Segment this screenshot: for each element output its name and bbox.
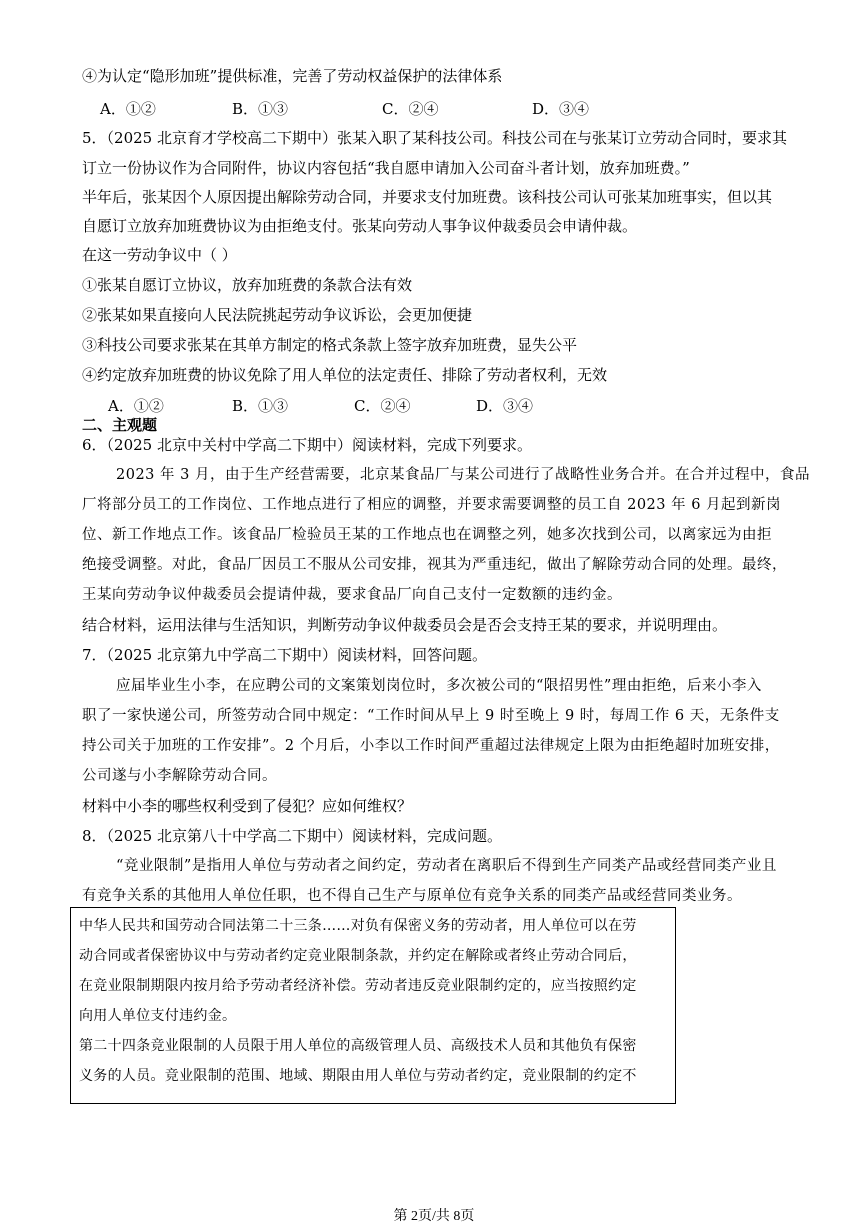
q5-options <box>108 396 668 416</box>
q7-material: 持公司关于加班的工作安排”。2 个月后，小李以工作时间严重超过法律规定上限为由拒绝超时加班安排， <box>82 738 780 754</box>
q6-material: 位、新工作地点工作。该食品厂检验员王某的工作地点也在调整之列，她多次找到公司，以离家远为由拒 <box>82 527 772 543</box>
q5-statement-3: ③科技公司要求张某在其单方制定的格式条款上签字放弃加班费，显失公平 <box>82 336 578 354</box>
q8-heading: 8．（2025 北京第八十中学高二下期中）阅读材料，完成问题。 <box>82 827 502 845</box>
q5-line: 自愿订立放弃加班费协议为由拒绝支付。张某向劳动人事争议仲裁委员会申请仲裁。 <box>82 217 638 235</box>
q4-statement-4: ④为认定“隐形加班”提供标准，完善了劳动权益保护的法律体系 <box>82 67 503 85</box>
q8-material: “竞业限制”是指用人单位与劳动者之间约定，劳动者在离职后不得到生产同类产品或经营同类产业且 <box>116 858 777 874</box>
law-excerpt-line: 动合同或者保密协议中与劳动者约定竞业限制条款，并约定在解除或者终止劳动合同后， <box>79 948 637 964</box>
q5-line: 订立一份协议作为合同附件，协议内容包括“我自愿申请加入公司奋斗者计划，放弃加班费。” <box>82 159 690 177</box>
law-excerpt-line: 义务的人员。竞业限制的范围、地域、期限由用人单位与劳动者约定，竞业限制的约定不 <box>79 1068 637 1084</box>
law-excerpt-box <box>70 907 676 1104</box>
q5-stem: 在这一劳动争议中（ ） <box>82 246 237 264</box>
q4-option-a: A．①② <box>100 100 156 118</box>
law-excerpt-line: 在竞业限制期限内按月给予劳动者经济补偿。劳动者违反竞业限制约定的，应当按照约定 <box>79 978 637 994</box>
q5-option-c: C．②④ <box>354 397 411 415</box>
law-excerpt-line: 第二十四条竞业限制的人员限于用人单位的高级管理人员、高级技术人员和其他负有保密 <box>79 1038 637 1054</box>
q5-line: 5．（2025 北京育才学校高二下期中）张某入职了某科技公司。科技公司在与张某订立劳动合同时，要求其 <box>82 129 787 147</box>
q6-material: 厂将部分员工的工作岗位、工作地点进行了相应的调整，并要求需要调整的员工自 2023 年 6 月起到新岗 <box>82 497 782 513</box>
section-title: 二、主观题 <box>82 416 158 434</box>
q4-option-c: C．②④ <box>382 100 439 118</box>
q5-statement-2: ②张某如果直接向人民法院挑起劳动争议诉讼，会更加便捷 <box>82 306 473 324</box>
q4-option-d: D．③④ <box>532 100 590 118</box>
q5-option-a: A．①② <box>108 397 164 415</box>
q7-heading: 7．（2025 北京第九中学高二下期中）阅读材料，回答问题。 <box>82 646 487 664</box>
q7-question: 材料中小李的哪些权利受到了侵犯？应如何维权？ <box>82 797 413 815</box>
q5-line: 半年后，张某因个人原因提出解除劳动合同，并要求支付加班费。该科技公司认可张某加班事实，但以其 <box>82 188 773 206</box>
q7-material: 公司遂与小李解除劳动合同。 <box>82 768 277 784</box>
q6-material: 王某向劳动争议仲裁委员会提请仲裁，要求食品厂向自己支付一定数额的违约金。 <box>82 587 622 603</box>
q6-heading: 6．（2025 北京中关村中学高二下期中）阅读材料，完成下列要求。 <box>82 436 532 454</box>
law-excerpt-line: 向用人单位支付违约金。 <box>79 1008 237 1024</box>
law-excerpt-line: 中华人民共和国劳动合同法第二十三条……对负有保密义务的劳动者，用人单位可以在劳 <box>79 918 637 934</box>
q5-statement-1: ①张某自愿订立协议，放弃加班费的条款合法有效 <box>82 276 413 294</box>
q7-material: 职了一家快递公司，所签劳动合同中规定：“工作时间从早上 9 时至晚上 9 时，每周工作 6 天，无条件支 <box>82 708 780 724</box>
q4-option-b: B．①③ <box>232 100 289 118</box>
q5-option-b: B．①③ <box>232 397 289 415</box>
q5-statement-4: ④约定放弃加班费的协议免除了用人单位的法定责任、排除了劳动者权利，无效 <box>82 366 608 384</box>
q6-material: 2023 年 3 月，由于生产经营需要，北京某食品厂与某公司进行了战略性业务合并。在合并过程中，食品 <box>116 467 810 483</box>
q4-options <box>100 99 660 119</box>
q8-material: 有竞争关系的其他用人单位任职，也不得自己生产与原单位有竞争关系的同类产品或经营同类业务。 <box>82 888 742 904</box>
q6-question: 结合材料，运用法律与生活知识，判断劳动争议仲裁委员会是否会支持王某的要求，并说明理由。 <box>82 616 728 634</box>
q6-material: 绝接受调整。对此，食品厂因员工不服从公司安排，视其为严重违纪，做出了解除劳动合同的处理。最终， <box>82 557 787 573</box>
q7-material: 应届毕业生小李，在应聘公司的文案策划岗位时，多次被公司的“限招男性”理由拒绝，后来小李入 <box>116 678 762 694</box>
q5-option-d: D．③④ <box>476 397 534 415</box>
page-footer: 第 2页/共 8页 <box>393 1209 475 1224</box>
